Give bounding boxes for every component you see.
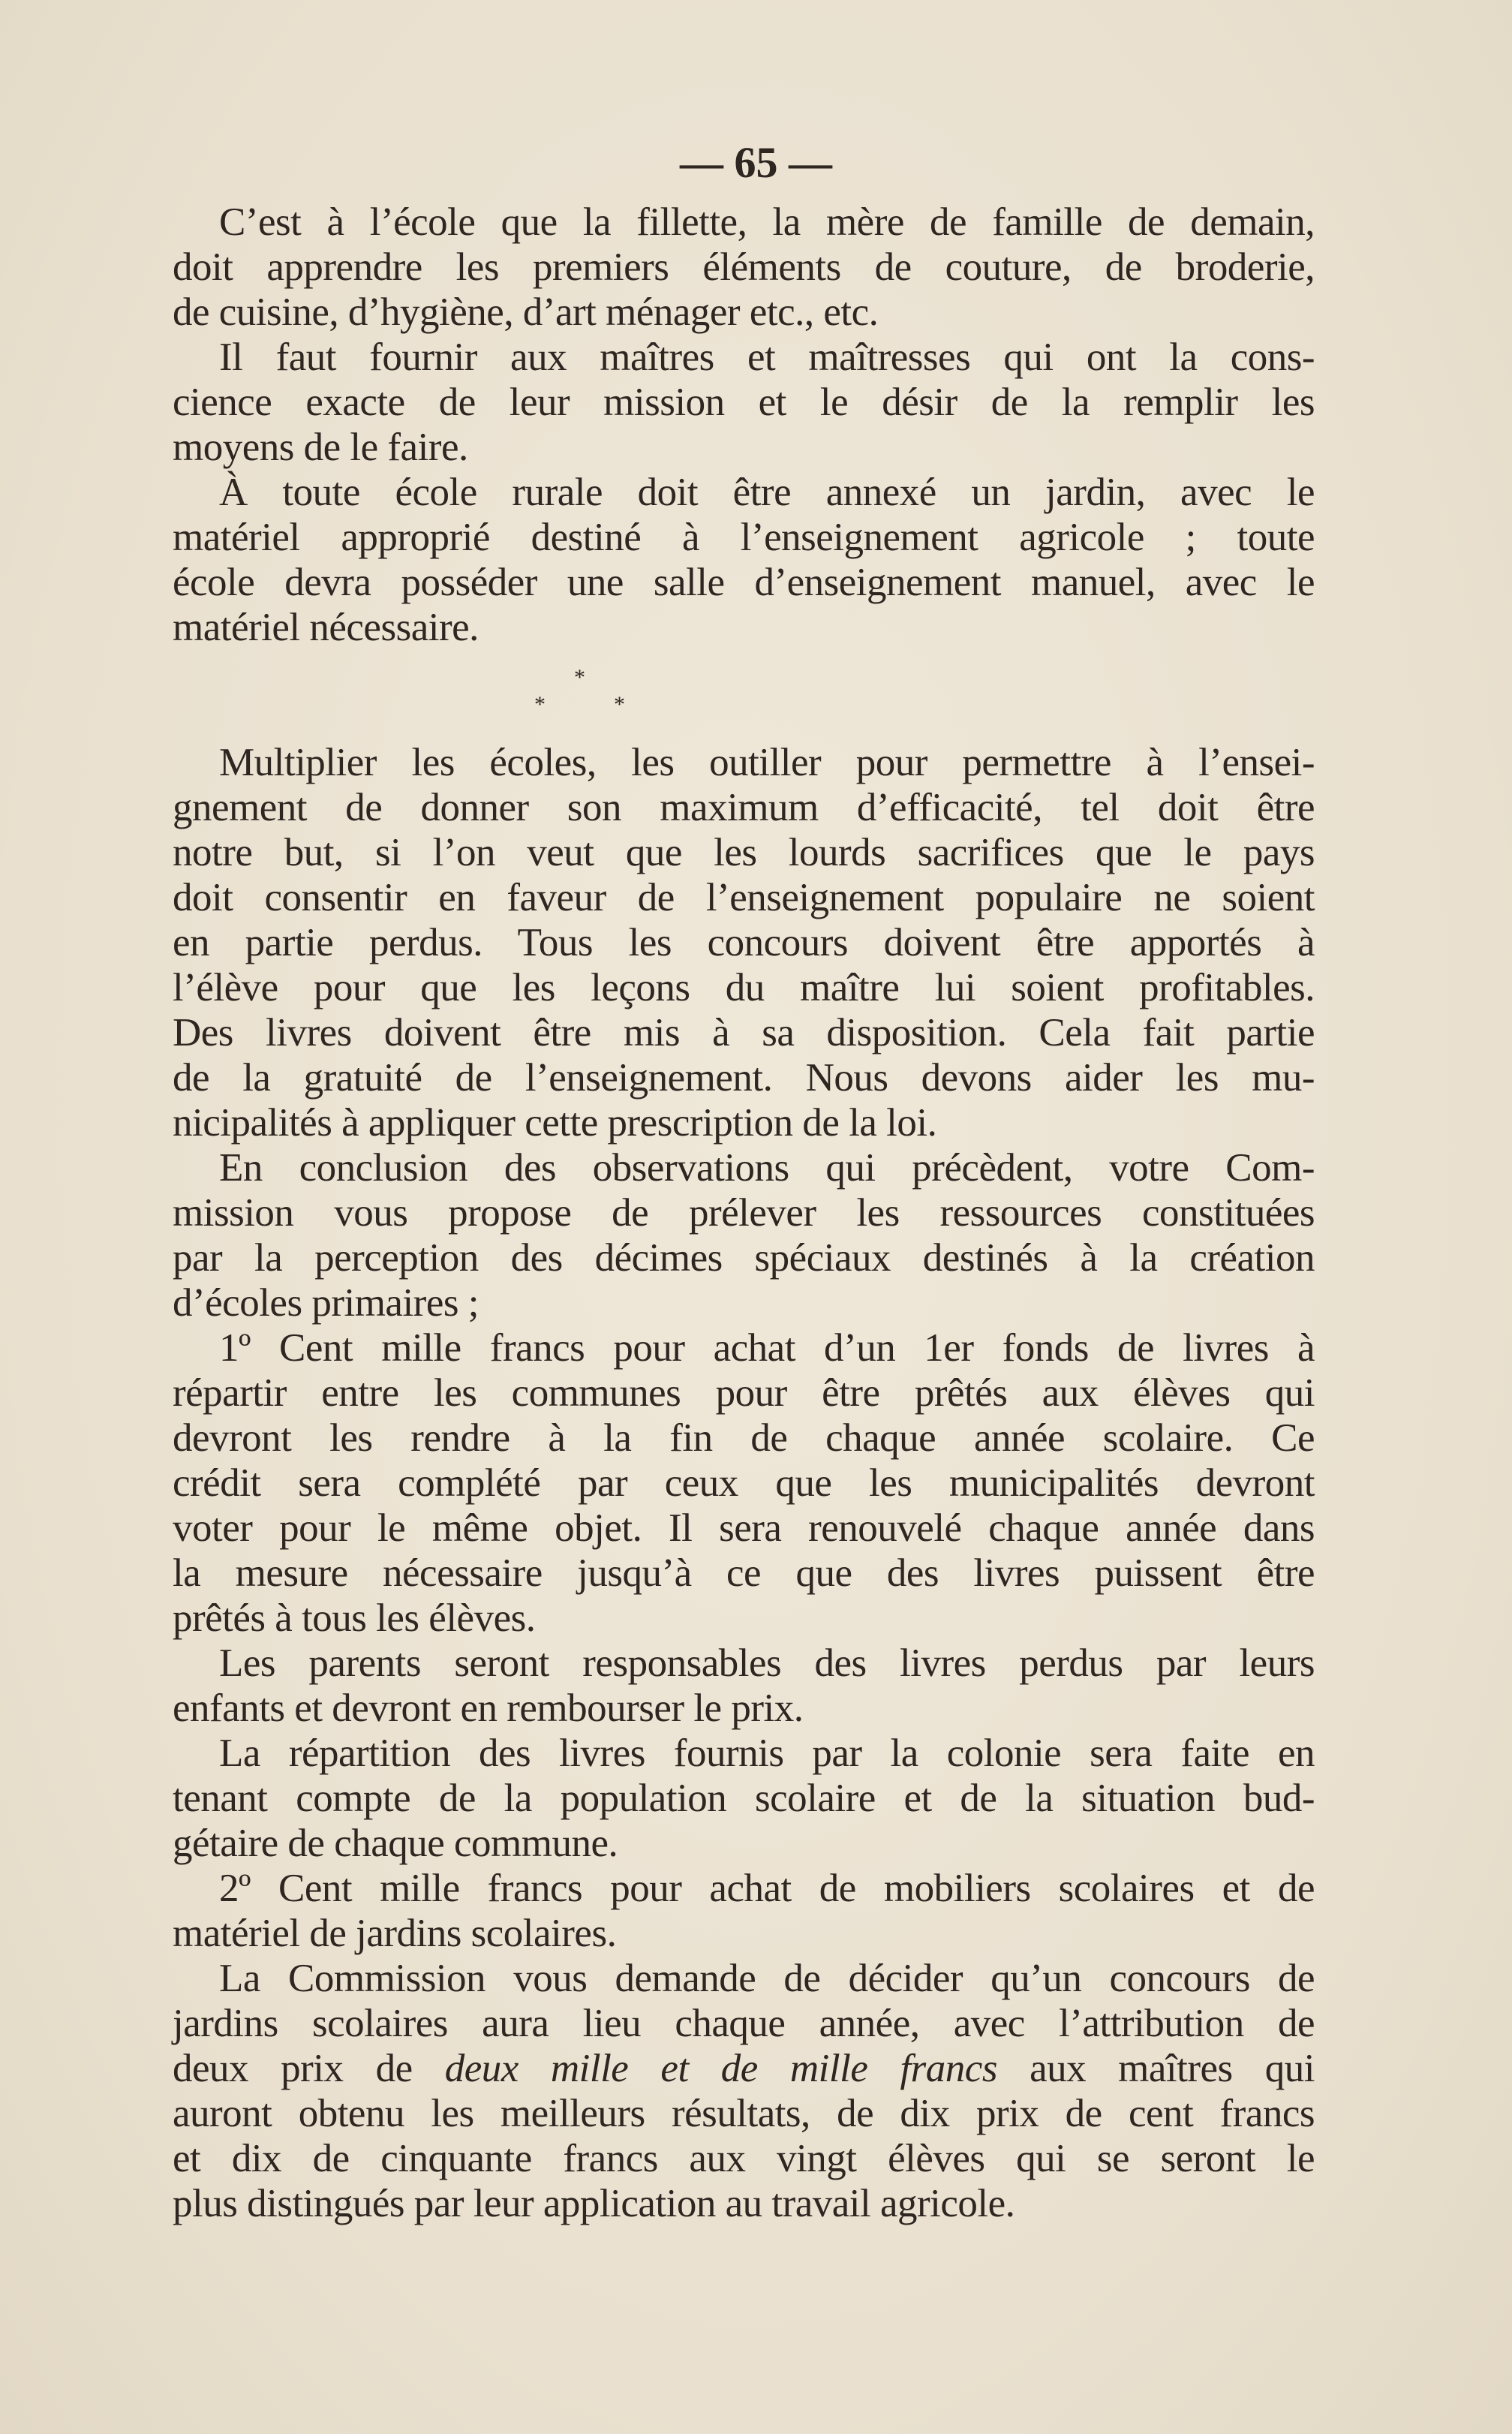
text-segment: deux prix de — [173, 2047, 445, 2090]
text-line: école devra posséder une salle d’enseignement manuel, avec le — [173, 561, 1315, 604]
page-number: — 65 — — [680, 138, 832, 187]
text-line: doit consentir en faveur de l’enseignement populaire ne soient — [173, 876, 1315, 919]
text-line: 2º Cent mille francs pour achat de mobiliers scolaires et de — [219, 1867, 1315, 1910]
text-line: d’écoles primaires ; — [173, 1281, 479, 1325]
text-line: nicipalités à appliquer cette prescription de la loi. — [173, 1101, 937, 1145]
asterisk-icon: * — [534, 692, 546, 717]
text-line: cience exacte de leur mission et le désir de la remplir les — [173, 381, 1315, 424]
text-line: moyens de le faire. — [173, 426, 468, 469]
text-line: La Commission vous demande de décider qu’un concours de — [219, 1957, 1315, 2000]
paragraph — [173, 1325, 1315, 1641]
text-line: La répartition des livres fournis par la colonie sera faite en — [219, 1731, 1315, 1775]
text-line: matériel approprié destiné à l’enseignement agricole ; toute — [173, 516, 1315, 559]
paragraph — [173, 740, 1315, 1145]
text-line: devront les rendre à la fin de chaque année scolaire. Ce — [173, 1416, 1315, 1460]
text-line: matériel nécessaire. — [173, 606, 479, 649]
text-line: 1º Cent mille francs pour achat d’un 1er fonds de livres à — [219, 1326, 1315, 1370]
text-line: Multiplier les écoles, les outiller pour permettre à l’ensei- — [219, 741, 1315, 784]
text-line: gnement de donner son maximum d’efficacité, tel doit être — [173, 786, 1315, 829]
text-segment: aux maîtres qui — [996, 2047, 1315, 2090]
paragraph — [173, 335, 1315, 470]
body-text — [173, 200, 1315, 2226]
text-line: C’est à l’école que la fillette, la mère de famille de demain, — [219, 200, 1315, 244]
asterism-separator — [173, 650, 1315, 740]
text-line: Les parents seront responsables des livres perdus par leurs — [219, 1641, 1315, 1685]
text-line: voter pour le même objet. Il sera renouvelé chaque année dans — [173, 1506, 1315, 1550]
text-line: tenant compte de la population scolaire et de la situation bud- — [173, 1777, 1315, 1820]
text-line: Il faut fournir aux maîtres et maîtresses qui ont la cons- — [219, 335, 1315, 379]
paragraph — [173, 1145, 1315, 1325]
text-line: gétaire de chaque commune. — [173, 1822, 618, 1865]
asterisk-icon: * — [614, 692, 625, 717]
text-line: la mesure nécessaire jusqu’à ce que des livres puissent être — [173, 1551, 1315, 1595]
text-line: mission vous propose de prélever les ressources constituées — [173, 1191, 1315, 1235]
asterisk-icon: * — [574, 665, 585, 690]
paragraph — [173, 1956, 1315, 2226]
text-line: prêtés à tous les élèves. — [173, 1596, 536, 1640]
text-line: enfants et devront en rembourser le prix. — [173, 1686, 804, 1730]
text-line: de cuisine, d’hygiène, d’art ménager etc., etc. — [173, 290, 879, 334]
text-line: En conclusion des observations qui précèdent, votre Com- — [219, 1146, 1315, 1190]
text-line — [173, 2046, 1315, 2091]
text-line: l’élève pour que les leçons du maître lui soient profitables. — [173, 966, 1315, 1009]
text-line: en partie perdus. Tous les concours doivent être apportés à — [173, 921, 1315, 964]
text-line: et dix de cinquante francs aux vingt élèves qui se seront le — [173, 2137, 1315, 2180]
text-line: Des livres doivent être mis à sa disposition. Cela fait partie — [173, 1011, 1315, 1055]
text-line: par la perception des décimes spéciaux destinés à la création — [173, 1236, 1315, 1280]
paragraph — [173, 1731, 1315, 1866]
text-line: notre but, si l’on veut que les lourds sacrifices que le pays — [173, 831, 1315, 874]
paragraph — [173, 470, 1315, 650]
paragraph — [173, 1641, 1315, 1731]
text-line: doit apprendre les premiers éléments de couture, de broderie, — [173, 245, 1315, 289]
text-line: auront obtenu les meilleurs résultats, de dix prix de cent francs — [173, 2092, 1315, 2135]
text-line: plus distingués par leur application au travail agricole. — [173, 2182, 1015, 2225]
text-line: jardins scolaires aura lieu chaque année, avec l’attribution de — [173, 2002, 1315, 2045]
text-line: À toute école rurale doit être annexé un jardin, avec le — [219, 471, 1315, 514]
text-line: crédit sera complété par ceux que les municipalités devront — [173, 1461, 1315, 1505]
italic-text: deux mille et de mille francs — [444, 2047, 997, 2090]
paragraph — [173, 200, 1315, 335]
text-line: répartir entre les communes pour être prêtés aux élèves qui — [173, 1371, 1315, 1415]
text-line: de la gratuité de l’enseignement. Nous devons aider les mu- — [173, 1056, 1315, 1100]
paragraph — [173, 1866, 1315, 1956]
text-line: matériel de jardins scolaires. — [173, 1912, 617, 1955]
